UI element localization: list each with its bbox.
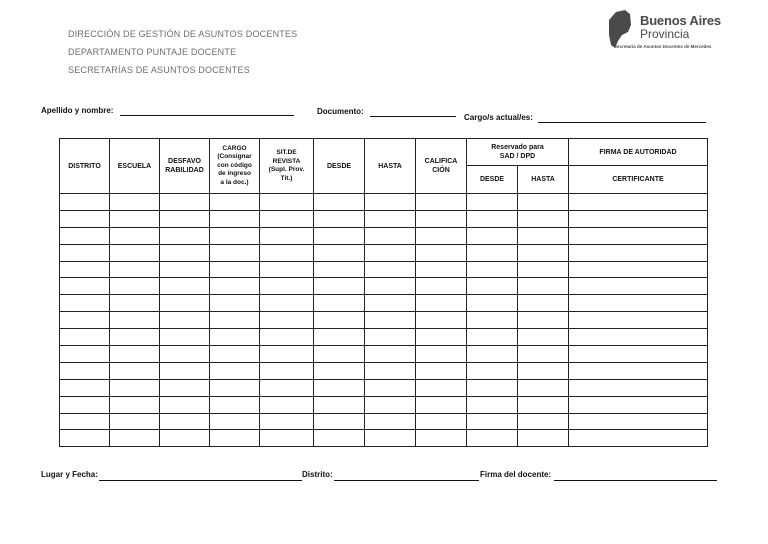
table-cell[interactable] [314,346,365,363]
table-cell[interactable] [314,329,365,346]
table-cell[interactable] [416,278,467,295]
col-header-reservado-hasta: HASTA [518,166,569,194]
table-cell[interactable] [467,430,518,447]
table-cell[interactable] [160,396,210,413]
table-cell[interactable] [518,396,569,413]
table-row [60,379,708,396]
table-cell[interactable] [518,413,569,430]
logo-caption: Secretaría de Asuntos Docentes de Mercedes [614,44,712,49]
table-row [60,396,708,413]
table-cell[interactable] [260,362,314,379]
table-row [60,210,708,227]
table-cell[interactable] [467,210,518,227]
col-header-reservado-desde: DESDE [467,166,518,194]
table-cell[interactable] [518,278,569,295]
table-cell[interactable] [210,261,260,278]
table-cell[interactable] [467,261,518,278]
table-cell[interactable] [314,210,365,227]
table-cell[interactable] [314,278,365,295]
distrito-field[interactable] [334,480,479,481]
table-cell[interactable] [314,362,365,379]
table-cell[interactable] [416,362,467,379]
table-cell[interactable] [416,346,467,363]
cargo-actual-label: Cargo/s actual/es: [464,113,533,122]
table-cell[interactable] [569,413,708,430]
table-cell[interactable] [569,244,708,261]
table-cell[interactable] [569,261,708,278]
table-cell[interactable] [110,295,160,312]
table-cell[interactable] [260,346,314,363]
table-cell[interactable] [60,346,110,363]
table-cell[interactable] [210,329,260,346]
name-label: Apellido y nombre: [41,106,114,115]
table-cell[interactable] [365,396,416,413]
table-row [60,312,708,329]
table-cell[interactable] [160,413,210,430]
logo-title: Buenos Aires [640,13,721,28]
table-cell[interactable] [518,295,569,312]
col-header-desde: DESDE [314,139,365,194]
table-cell[interactable] [160,194,210,211]
table-cell[interactable] [467,244,518,261]
col-header-cargo: CARGO (Consignar con código de ingreso a la doc.) [210,139,260,194]
table-cell[interactable] [365,346,416,363]
col-header-firma-autoridad: FIRMA DE AUTORIDAD [569,139,708,166]
table-cell[interactable] [160,346,210,363]
table-cell[interactable] [210,295,260,312]
antecedentes-table [59,138,708,447]
logo-subtitle: Provincia [640,27,690,41]
table-cell[interactable] [416,227,467,244]
table-cell[interactable] [365,261,416,278]
table-cell[interactable] [60,379,110,396]
table-cell[interactable] [416,312,467,329]
cargo-actual-field[interactable] [538,122,706,123]
lugar-fecha-field[interactable] [99,480,302,481]
table-row [60,362,708,379]
table-cell[interactable] [160,278,210,295]
table-cell[interactable] [314,396,365,413]
table-cell[interactable] [60,295,110,312]
table-cell[interactable] [210,227,260,244]
table-cell[interactable] [365,227,416,244]
table-cell[interactable] [416,379,467,396]
table-cell[interactable] [160,295,210,312]
table-cell[interactable] [110,362,160,379]
table-cell[interactable] [569,346,708,363]
header-line-direccion: DIRECCIÓN DE GESTIÓN DE ASUNTOS DOCENTES [68,29,298,39]
table-cell[interactable] [518,194,569,211]
table-cell[interactable] [569,295,708,312]
table-cell[interactable] [210,312,260,329]
table-cell[interactable] [467,278,518,295]
table-cell[interactable] [60,210,110,227]
table-cell[interactable] [569,396,708,413]
province-map-icon [606,8,636,48]
table-cell[interactable] [416,413,467,430]
table-cell[interactable] [365,194,416,211]
col-header-calificacion: CALIFICA CIÓN [416,139,467,194]
table-cell[interactable] [60,329,110,346]
table-cell[interactable] [518,346,569,363]
table-cell[interactable] [314,413,365,430]
firma-docente-field[interactable] [554,480,717,481]
col-header-reservado: Reservado para SAD / DPD [467,139,569,166]
table-cell[interactable] [210,244,260,261]
table-cell[interactable] [467,362,518,379]
table-cell[interactable] [365,312,416,329]
table-cell[interactable] [110,379,160,396]
table-row [60,261,708,278]
table-cell[interactable] [467,413,518,430]
table-cell[interactable] [467,194,518,211]
table-cell[interactable] [60,278,110,295]
table-cell[interactable] [314,312,365,329]
table-row [60,295,708,312]
table-cell[interactable] [60,194,110,211]
lugar-fecha-label: Lugar y Fecha: [41,470,98,479]
table-cell[interactable] [210,346,260,363]
table-cell[interactable] [569,312,708,329]
table-cell[interactable] [416,329,467,346]
table-cell[interactable] [467,396,518,413]
table-row [60,278,708,295]
table-cell[interactable] [518,312,569,329]
table-cell[interactable] [110,227,160,244]
table-cell[interactable] [160,210,210,227]
table-row [60,329,708,346]
table-cell[interactable] [518,227,569,244]
header-line-departamento: DEPARTAMENTO PUNTAJE DOCENTE [68,47,237,57]
table-cell[interactable] [314,295,365,312]
table-cell[interactable] [569,194,708,211]
table-cell[interactable] [210,430,260,447]
table-cell[interactable] [467,329,518,346]
table-cell[interactable] [160,227,210,244]
table-cell[interactable] [110,244,160,261]
table-cell[interactable] [260,413,314,430]
table-cell[interactable] [416,210,467,227]
table-cell[interactable] [160,430,210,447]
table-cell[interactable] [160,329,210,346]
table-row [60,346,708,363]
table-cell[interactable] [467,312,518,329]
table-cell[interactable] [110,413,160,430]
table-cell[interactable] [110,278,160,295]
table-cell[interactable] [110,210,160,227]
table-cell[interactable] [314,379,365,396]
table-cell[interactable] [518,261,569,278]
table-cell[interactable] [365,278,416,295]
col-header-distrito: DISTRITO [60,139,110,194]
table-cell[interactable] [210,379,260,396]
buenos-aires-provincia-logo [604,8,734,52]
table-cell[interactable] [260,244,314,261]
table-cell[interactable] [60,244,110,261]
table-cell[interactable] [518,379,569,396]
table-cell[interactable] [110,396,160,413]
table-cell[interactable] [60,396,110,413]
table-cell[interactable] [314,244,365,261]
table-cell[interactable] [260,312,314,329]
table-cell[interactable] [467,379,518,396]
table-cell[interactable] [210,413,260,430]
table-cell[interactable] [314,430,365,447]
table-cell[interactable] [110,329,160,346]
table-cell[interactable] [260,396,314,413]
table-cell[interactable] [416,396,467,413]
table-cell[interactable] [365,210,416,227]
table-cell[interactable] [110,261,160,278]
col-header-hasta: HASTA [365,139,416,194]
table-cell[interactable] [110,312,160,329]
table-cell[interactable] [60,227,110,244]
table-cell[interactable] [569,227,708,244]
table-cell[interactable] [365,362,416,379]
table-cell[interactable] [160,312,210,329]
col-header-certificante: CERTIFICANTE [569,166,708,194]
table-cell[interactable] [260,227,314,244]
table-cell[interactable] [518,329,569,346]
table-cell[interactable] [60,430,110,447]
table-cell[interactable] [569,430,708,447]
table-cell[interactable] [260,210,314,227]
table-cell[interactable] [160,362,210,379]
table-cell[interactable] [365,295,416,312]
table-cell[interactable] [160,379,210,396]
table-cell[interactable] [260,295,314,312]
table-cell[interactable] [160,244,210,261]
table-row [60,227,708,244]
table-cell[interactable] [260,329,314,346]
table-cell[interactable] [416,261,467,278]
table-cell[interactable] [260,430,314,447]
document-label: Documento: [317,107,364,116]
table-row [60,413,708,430]
firma-docente-label: Firma del docente: [480,470,552,479]
table-row [60,244,708,261]
table-cell[interactable] [110,194,160,211]
table-cell[interactable] [518,244,569,261]
document-field[interactable] [370,116,456,117]
col-header-desfavorabilidad: DESFAVO RABILIDAD [160,139,210,194]
table-cell[interactable] [569,362,708,379]
table-cell[interactable] [365,430,416,447]
table-cell[interactable] [60,312,110,329]
table-cell[interactable] [260,194,314,211]
table-cell[interactable] [467,346,518,363]
table-row [60,194,708,211]
table-cell[interactable] [210,362,260,379]
table-cell[interactable] [314,194,365,211]
table-cell[interactable] [260,278,314,295]
table-cell[interactable] [110,430,160,447]
table-cell[interactable] [518,430,569,447]
table-cell[interactable] [210,194,260,211]
table-body [60,194,708,447]
table-cell[interactable] [518,362,569,379]
table-cell[interactable] [569,210,708,227]
table-cell[interactable] [210,278,260,295]
table-cell[interactable] [518,210,569,227]
table-cell[interactable] [569,278,708,295]
table-cell[interactable] [467,295,518,312]
table-cell[interactable] [365,244,416,261]
table-cell[interactable] [365,329,416,346]
table-cell[interactable] [569,379,708,396]
table-cell[interactable] [416,430,467,447]
table-cell[interactable] [416,194,467,211]
table-cell[interactable] [60,362,110,379]
table-cell[interactable] [416,244,467,261]
header-line-secretarias: SECRETARÍAS DE ASUNTOS DOCENTES [68,65,250,75]
table-cell[interactable] [260,379,314,396]
table-row [60,430,708,447]
table-cell[interactable] [314,261,365,278]
table-cell[interactable] [110,346,160,363]
table-cell[interactable] [210,396,260,413]
table-cell[interactable] [569,329,708,346]
table-cell[interactable] [260,261,314,278]
table-cell[interactable] [60,261,110,278]
table-cell[interactable] [210,210,260,227]
table-cell[interactable] [416,295,467,312]
col-header-situacion-revista: SIT.DE REVISTA (Supl. Prov. Tit.) [260,139,314,194]
table-cell[interactable] [365,413,416,430]
table-cell[interactable] [467,227,518,244]
name-field[interactable] [120,115,294,116]
table-cell[interactable] [365,379,416,396]
distrito-label: Distrito: [302,470,333,479]
table-cell[interactable] [314,227,365,244]
col-header-escuela: ESCUELA [110,139,160,194]
table-cell[interactable] [60,413,110,430]
table-cell[interactable] [160,261,210,278]
